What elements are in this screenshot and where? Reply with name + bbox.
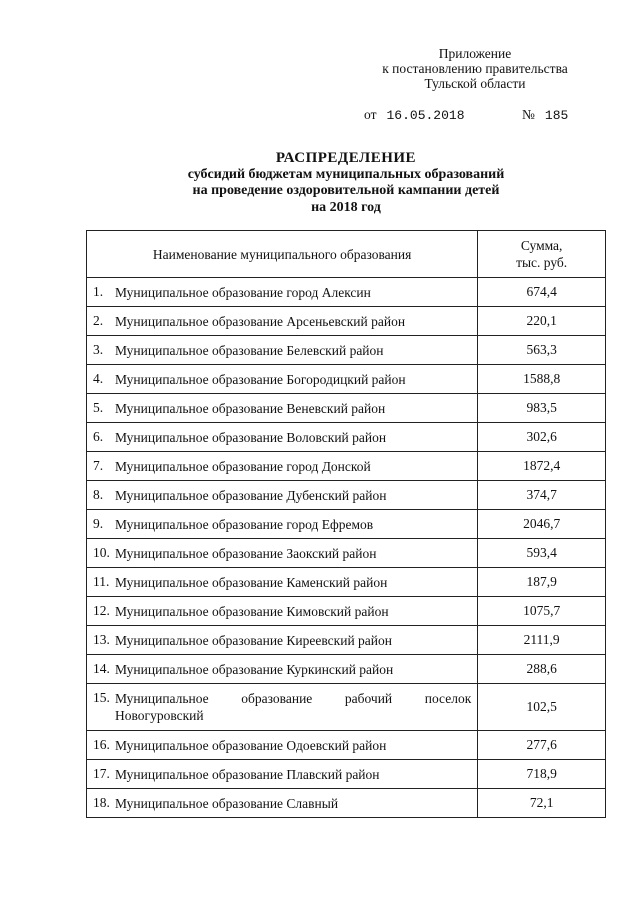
municipality-cell bbox=[87, 336, 478, 365]
table-row bbox=[87, 365, 606, 394]
table-body bbox=[87, 278, 606, 818]
subsidy-amount: 302,6 bbox=[478, 423, 606, 452]
row-number: 17. bbox=[93, 765, 110, 781]
row-number: 3. bbox=[93, 341, 104, 357]
table-row bbox=[87, 597, 606, 626]
table-header-row bbox=[87, 231, 606, 278]
table-row bbox=[87, 394, 606, 423]
document-date: 16.05.2018 bbox=[386, 108, 465, 123]
title-line-3: на проведение оздоровительной кампании детей bbox=[192, 183, 500, 198]
subsidy-amount: 102,5 bbox=[478, 684, 606, 731]
from-label: от bbox=[364, 107, 377, 122]
table-row bbox=[87, 423, 606, 452]
table-row bbox=[87, 626, 606, 655]
municipality-name: Муниципальное образование город Ефремов bbox=[115, 516, 374, 532]
municipality-name: Муниципальное образование Каменский район bbox=[115, 574, 388, 590]
municipality-cell bbox=[87, 423, 478, 452]
row-number: 14. bbox=[93, 660, 110, 676]
table-row bbox=[87, 481, 606, 510]
appendix-line-3: Тульской области bbox=[424, 76, 526, 91]
municipality-name: Муниципальное образование Богородицкий район bbox=[115, 371, 406, 387]
row-number: 13. bbox=[93, 631, 110, 647]
municipality-name: Муниципальное образование Заокский район bbox=[115, 545, 377, 561]
subsidy-amount: 187,9 bbox=[478, 568, 606, 597]
municipality-cell bbox=[87, 789, 478, 818]
subsidy-amount: 1588,8 bbox=[478, 365, 606, 394]
subsidy-amount: 674,4 bbox=[478, 278, 606, 307]
row-number: 16. bbox=[93, 736, 110, 752]
row-number: 1. bbox=[93, 283, 104, 299]
document-reference bbox=[364, 107, 569, 123]
subsidy-amount: 1872,4 bbox=[478, 452, 606, 481]
municipality-cell bbox=[87, 365, 478, 394]
municipality-cell bbox=[87, 394, 478, 423]
title-line-2: субсидий бюджетам муниципальных образований bbox=[187, 166, 505, 182]
municipality-name: Муниципальное образование Плавский район bbox=[115, 766, 380, 782]
municipality-cell bbox=[87, 539, 478, 568]
table-row bbox=[87, 336, 606, 365]
table-row bbox=[87, 655, 606, 684]
header-sum bbox=[478, 231, 606, 278]
table-row bbox=[87, 760, 606, 789]
subsidy-amount: 563,3 bbox=[478, 336, 606, 365]
municipality-name: Муниципальное образование Одоевский район bbox=[115, 737, 387, 753]
title-main: РАСПРЕДЕЛЕНИЕ bbox=[275, 150, 417, 166]
municipality-cell bbox=[87, 731, 478, 760]
header-sum-line-2: тыс. руб. bbox=[516, 255, 568, 270]
subsidy-amount: 374,7 bbox=[478, 481, 606, 510]
municipality-name: Муниципальное образование Кимовский район bbox=[115, 603, 389, 619]
document-number: 185 bbox=[544, 108, 569, 123]
municipality-cell bbox=[87, 626, 478, 655]
municipality-cell bbox=[87, 655, 478, 684]
subsidy-amount: 220,1 bbox=[478, 307, 606, 336]
table-row bbox=[87, 452, 606, 481]
distribution-table bbox=[86, 230, 606, 818]
municipality-cell bbox=[87, 568, 478, 597]
subsidy-amount: 2046,7 bbox=[478, 510, 606, 539]
municipality-name: Муниципальное образование город Алексин bbox=[115, 284, 371, 300]
table-row bbox=[87, 731, 606, 760]
municipality-name: Муниципальное образование Воловский район bbox=[115, 429, 387, 445]
row-number: 2. bbox=[93, 312, 104, 328]
table-row bbox=[87, 789, 606, 818]
row-number: 10. bbox=[93, 544, 110, 560]
municipality-name: Муниципальное образование Арсеньевский район bbox=[115, 313, 406, 329]
document-number-group bbox=[522, 107, 568, 123]
row-number: 4. bbox=[93, 370, 104, 386]
subsidy-amount: 72,1 bbox=[478, 789, 606, 818]
row-number: 15. bbox=[93, 690, 110, 705]
table-row bbox=[87, 278, 606, 307]
row-number: 12. bbox=[93, 602, 110, 618]
municipality-name: Муниципальное образование Дубенский район bbox=[115, 487, 387, 503]
municipality-cell bbox=[87, 510, 478, 539]
municipality-name: Муниципальное образование Белевский район bbox=[115, 342, 384, 358]
document-title bbox=[86, 150, 606, 216]
table-row bbox=[87, 684, 606, 731]
municipality-name: Муниципальное образование Куркинский район bbox=[115, 661, 394, 677]
row-number: 8. bbox=[93, 486, 104, 502]
subsidy-amount: 288,6 bbox=[478, 655, 606, 684]
municipality-cell bbox=[87, 684, 478, 731]
subsidy-amount: 2111,9 bbox=[478, 626, 606, 655]
header-name: Наименование муниципального образования bbox=[87, 231, 478, 278]
municipality-cell bbox=[87, 481, 478, 510]
municipality-cell bbox=[87, 307, 478, 336]
municipality-cell bbox=[87, 597, 478, 626]
header-sum-line-1: Сумма, bbox=[520, 238, 563, 253]
subsidy-amount: 593,4 bbox=[478, 539, 606, 568]
municipality-name: Муниципальное образование Киреевский район bbox=[115, 632, 392, 648]
subsidy-amount: 1075,7 bbox=[478, 597, 606, 626]
row-number: 5. bbox=[93, 399, 104, 415]
municipality-cell bbox=[87, 278, 478, 307]
appendix-line-2: к постановлению правительства bbox=[382, 61, 568, 76]
table-row bbox=[87, 539, 606, 568]
municipality-name: Муниципальное образование рабочий поселок Новогуровский bbox=[115, 691, 472, 723]
row-number: 7. bbox=[93, 457, 104, 473]
title-line-4: на 2018 год bbox=[311, 199, 381, 215]
row-number: 11. bbox=[93, 573, 110, 589]
subsidy-amount: 277,6 bbox=[478, 731, 606, 760]
municipality-cell bbox=[87, 760, 478, 789]
municipality-name: Муниципальное образование Славный bbox=[115, 795, 339, 811]
municipality-cell bbox=[87, 452, 478, 481]
subsidy-amount: 983,5 bbox=[478, 394, 606, 423]
municipality-name: Муниципальное образование город Донской bbox=[115, 458, 371, 474]
row-number: 18. bbox=[93, 794, 110, 810]
table-row bbox=[87, 307, 606, 336]
municipality-name: Муниципальное образование Веневский район bbox=[115, 400, 386, 416]
table-row bbox=[87, 568, 606, 597]
row-number: 9. bbox=[93, 515, 104, 531]
subsidy-amount: 718,9 bbox=[478, 760, 606, 789]
number-label: № bbox=[522, 107, 535, 122]
appendix-line-1: Приложение bbox=[438, 46, 512, 61]
table-row bbox=[87, 510, 606, 539]
appendix-header bbox=[360, 46, 590, 91]
row-number: 6. bbox=[93, 428, 104, 444]
